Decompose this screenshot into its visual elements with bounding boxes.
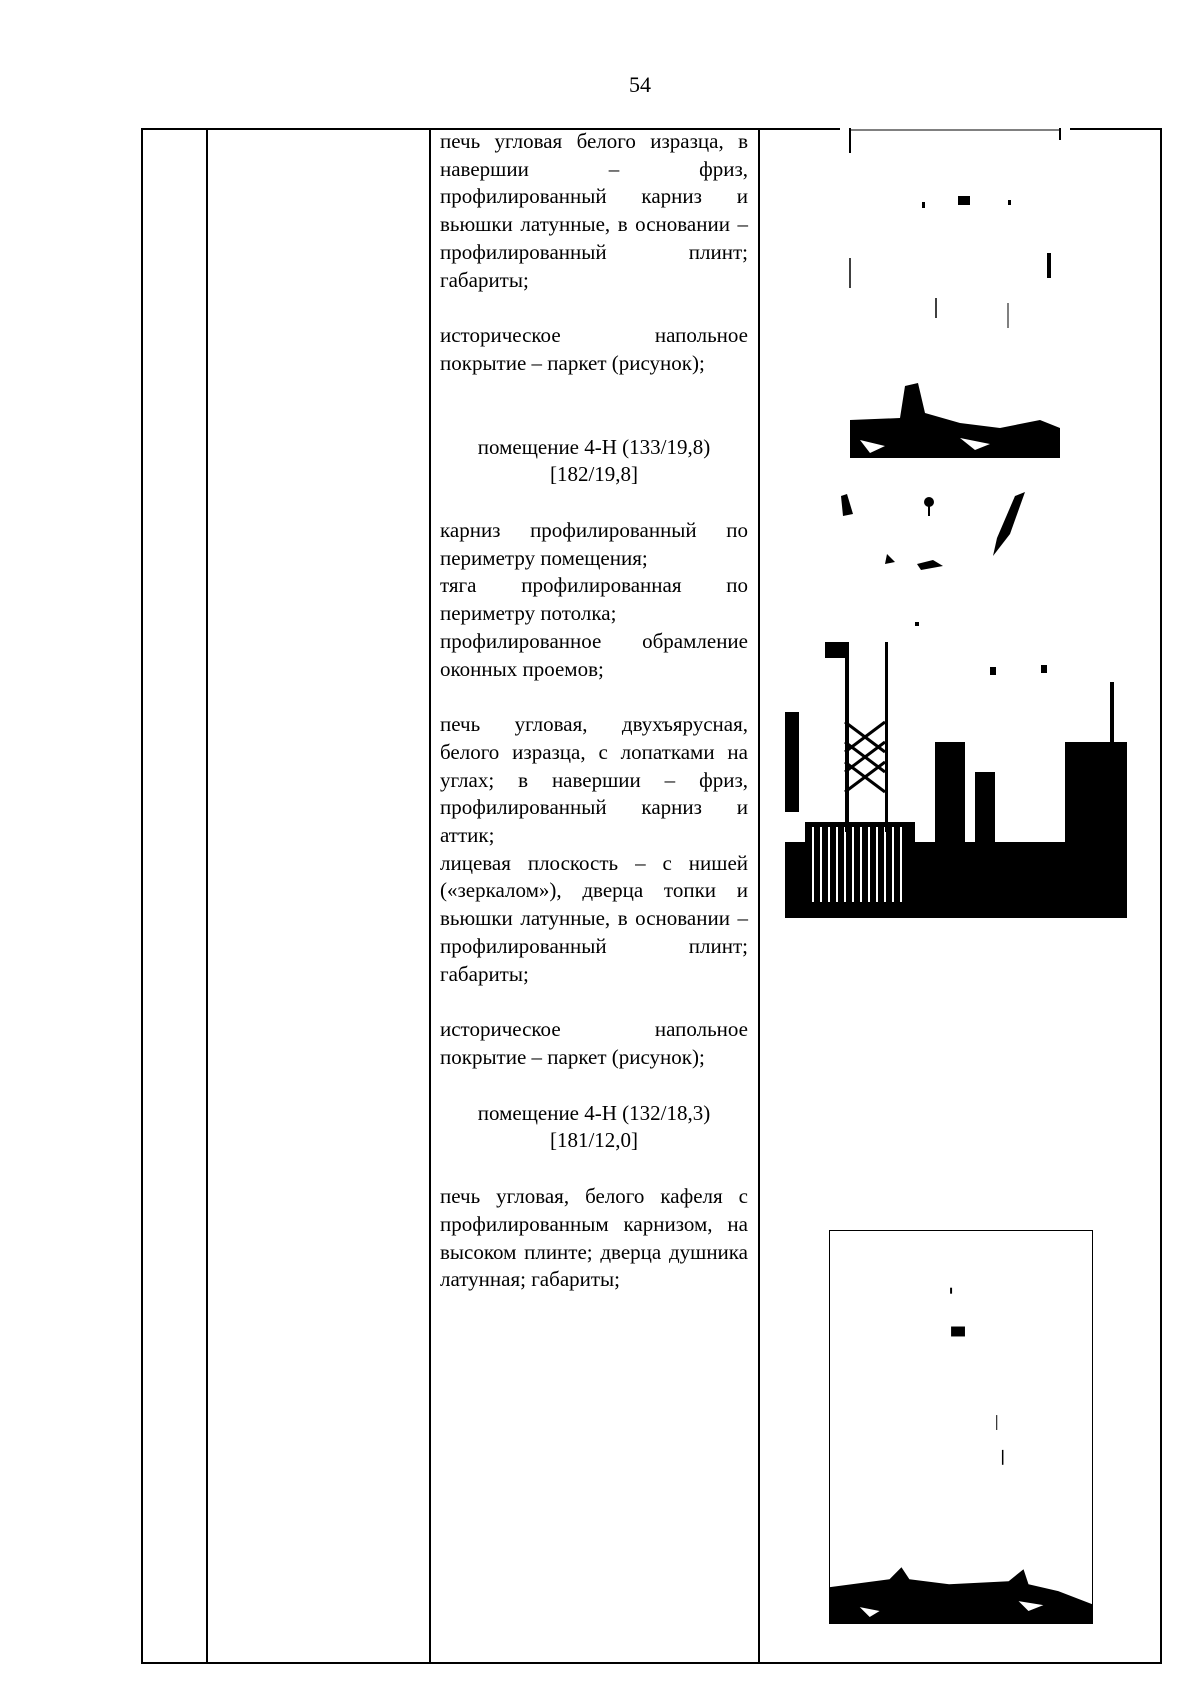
ceiling-molding-description: тяга профилированная по периметру потолка; bbox=[440, 573, 748, 626]
window-frame-description: профилированное обрамление оконных проемов; bbox=[440, 628, 748, 681]
column-divider-3 bbox=[758, 128, 760, 1664]
room-heading-2: помещение 4-Н (132/18,3) bbox=[477, 1100, 711, 1125]
room-interior-photo bbox=[785, 612, 1127, 918]
stove-description-3: печь угловая, белого кафеля с профилированным карнизом, на высоком плинте; дверца душника латунная; габариты; bbox=[440, 1184, 748, 1292]
stove-description-2: печь угловая, двухъярусная, белого изразца, с лопатками на углах; в навершии – фриз, профилированный карниз и аттик; bbox=[440, 712, 748, 848]
room-heading-2-sub: [181/12,0] bbox=[549, 1128, 639, 1153]
stove-photo-1 bbox=[840, 128, 1070, 458]
page-number: 54 bbox=[629, 72, 651, 97]
stove-description-1: печь угловая белого изразца, в навершии – фриз, профилированный карниз и вьюшки латунные, в основании – профилированный плинт; габариты; bbox=[440, 129, 748, 292]
room-heading-1-sub: [182/19,8] bbox=[549, 462, 639, 487]
ceiling-photo bbox=[825, 486, 1075, 578]
cornice-description: карниз профилированный по периметру помещения; bbox=[440, 518, 748, 570]
stove-photo-icon bbox=[830, 1231, 1092, 1623]
ceiling-photo-icon bbox=[825, 486, 1075, 578]
stove-face-description: лицевая плоскость – с нишей («зеркалом»), дверца топки и вьюшки латунные, в основании – профилированный плинт; габариты; bbox=[440, 850, 748, 986]
stove-photo-icon bbox=[840, 128, 1070, 458]
floor-description-1: историческое напольное покрытие – паркет (рисунок); bbox=[440, 323, 748, 375]
stove-photo-2 bbox=[829, 1230, 1093, 1624]
interior-photo-icon bbox=[785, 612, 1127, 918]
room-heading-1: помещение 4-Н (133/19,8) bbox=[477, 434, 711, 459]
description-column bbox=[440, 128, 748, 1294]
floor-description-2: историческое напольное покрытие – паркет (рисунок); bbox=[440, 1017, 748, 1069]
column-divider-1 bbox=[206, 128, 208, 1664]
column-divider-2 bbox=[429, 128, 431, 1664]
